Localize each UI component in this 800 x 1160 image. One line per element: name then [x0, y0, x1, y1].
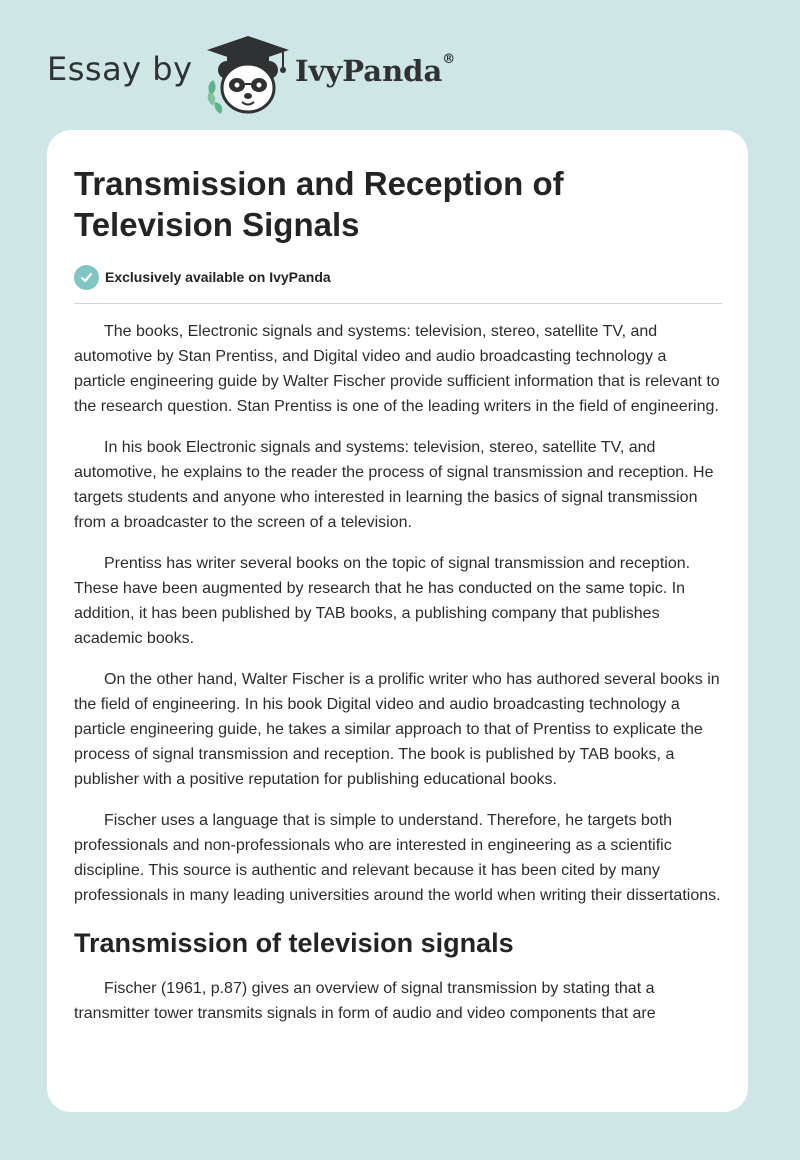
paragraph: Fischer (1961, p.87) gives an overview of signal transmission by stating that a transmitter tower transmits signals in form of audio and video components that are — [74, 980, 656, 1022]
registered-mark: ® — [442, 52, 456, 67]
brand-name: IvyPanda — [295, 54, 443, 88]
paragraph: Fischer uses a language that is simple to understand. Therefore, he targets both professionals and non-professionals who are interested in engineering as a scientific discipline. This source is authentic and relevant because it has been cited by many professionals in many leading universities around the world when writing their dissertations. — [74, 812, 721, 904]
divider — [74, 303, 722, 304]
site-header — [47, 28, 547, 118]
panda-mascot-icon — [203, 34, 293, 116]
ivypanda-logo[interactable] — [295, 54, 455, 88]
paragraph: In his book Electronic signals and systems: television, stereo, satellite TV, and automotive, he explains to the reader the process of signal transmission and reception. He targets students and anyone who interested in learning the basics of signal transmission from a broadcaster to the screen of a television. — [74, 439, 714, 531]
essay-card — [47, 130, 748, 1112]
paragraph: The books, Electronic signals and systems: television, stereo, satellite TV, and automotive by Stan Prentiss, and Digital video and audio broadcasting technology a particle engineering guide by Walter Fischer provide sufficient information that is relevant to the research question. Stan Prentiss is one of the leading writers in the field of engineering. — [74, 323, 720, 415]
checkmark-icon — [74, 265, 99, 290]
essay-body — [74, 319, 722, 1042]
page-title: Transmission and Reception of Television Signals — [74, 165, 564, 243]
paragraph: On the other hand, Walter Fischer is a prolific writer who has authored several books in the field of engineering. In his book Digital video and audio broadcasting technology a particle engineering guide, he takes a similar approach to that of Prentiss to explicate the process of signal transmission and reception. The book is published by TAB books, a publisher with a positive reputation for publishing educational books. — [74, 671, 720, 788]
section-heading: Transmission of television signals — [74, 928, 514, 958]
essay-by-label: Essay by — [47, 50, 193, 88]
paragraph: Prentiss has writer several books on the topic of signal transmission and reception. These have been augmented by research that he has conducted on the same topic. In addition, it has been published by TAB books, a publishing company that publishes academic books. — [74, 555, 691, 647]
exclusive-badge — [74, 264, 331, 290]
exclusive-label: Exclusively available on IvyPanda — [105, 269, 331, 285]
